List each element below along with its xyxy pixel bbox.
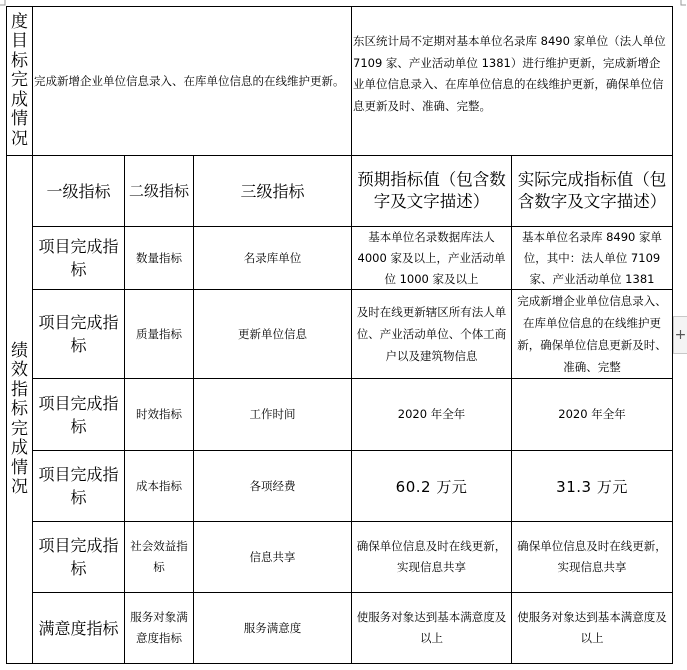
label-char: 完 [11, 418, 28, 439]
label-char: 标 [11, 399, 28, 419]
row2-level3: 更新单位信息 [238, 326, 307, 341]
header-expected: 预期指标值（包含数字及文字描述） [357, 170, 506, 211]
label-char: 成 [11, 438, 28, 458]
plus-icon[interactable]: + [673, 316, 687, 354]
section-label-performance [7, 156, 32, 663]
label-char: 标 [11, 50, 28, 71]
header-actual: 实际完成指标值（包含数字及文字描述） [517, 170, 667, 211]
label-char: 况 [11, 477, 28, 497]
row4-actual: 31.3 万元 [556, 477, 628, 496]
header-level3: 三级指标 [240, 181, 305, 201]
row1-level3: 名录库单位 [243, 250, 302, 265]
label-char: 效 [11, 360, 28, 380]
row6-level2: 服务对象满意度指标 [130, 610, 188, 645]
row1-level2: 数量指标 [136, 250, 182, 265]
row6-level3: 服务满意度 [243, 620, 302, 635]
row5-level1: 项目完成指标 [38, 536, 119, 578]
row4-level1: 项目完成指标 [38, 465, 119, 507]
label-char: 绩 [11, 340, 28, 361]
row5-level3: 信息共享 [249, 549, 296, 564]
label-char: 情 [11, 109, 28, 130]
label-char: 成 [11, 89, 28, 110]
row2-expected: 及时在线更新辖区所有法人单位、产业活动单位、个体工商户以及建筑物信息 [356, 305, 507, 363]
label-char: 完 [11, 70, 28, 91]
row3-level1: 项目完成指标 [38, 393, 119, 436]
row3-actual: 2020 年全年 [558, 407, 626, 421]
row3-level2: 时效指标 [136, 407, 182, 421]
row3-level3: 工作时间 [249, 407, 296, 421]
row5-expected: 确保单位信息及时在线更新，实现信息共享 [356, 539, 507, 574]
row6-level1: 满意度指标 [38, 618, 119, 638]
row4-expected: 60.2 万元 [395, 477, 468, 496]
label-char: 目 [11, 31, 28, 52]
row5-level2: 社会效益指标 [130, 539, 188, 574]
row6-expected: 使服务对象达到基本满意度及以上 [356, 610, 507, 645]
header-level1: 一级指标 [46, 181, 111, 201]
row3-expected: 2020 年全年 [397, 407, 466, 421]
header-level2: 二级指标 [128, 181, 189, 200]
annual-goal-text: 完成新增企业单位信息录入、在库单位信息的在线维护更新。 [34, 73, 345, 88]
crop-mark-icon [0, 0, 10, 10]
section-label-goal-completion [7, 7, 32, 155]
row1-actual: 基本单位名录库 8490 家单位，其中：法人单位 7109 家、产业活动单位 1381 [521, 229, 663, 286]
label-char: 况 [11, 128, 28, 149]
row2-level1: 项目完成指标 [38, 313, 119, 355]
row6-actual: 使服务对象达到基本满意度及以上 [517, 610, 667, 645]
table-rule [6, 663, 673, 664]
annual-actual-text: 东区统计局不定期对基本单位名录库 8490 家单位（法人单位 7109 家、产业活动单位 1381）进行维护更新，完成新增企业单位信息录入、在库单位信息的在线维护更新，确保单位信息更新及时、准确、完整。 [353, 34, 666, 113]
row4-level3: 各项经费 [249, 478, 296, 493]
row2-actual: 完成新增企业单位信息录入、在库单位信息的在线维护更新，确保单位信息更新及时、准确、完整 [517, 294, 667, 374]
row1-level1: 项目完成指标 [38, 237, 119, 279]
label-char: 度 [11, 11, 28, 32]
row4-level2: 成本指标 [136, 478, 182, 493]
crop-mark-icon [676, 0, 686, 10]
row2-level2: 质量指标 [136, 326, 182, 341]
label-char: 情 [11, 457, 28, 478]
row5-actual: 确保单位信息及时在线更新，实现信息共享 [517, 539, 667, 574]
row1-expected: 基本单位名录数据库法人 4000 家及以上，产业活动单位 1000 家及以上 [357, 229, 506, 286]
label-char: 指 [11, 379, 28, 400]
